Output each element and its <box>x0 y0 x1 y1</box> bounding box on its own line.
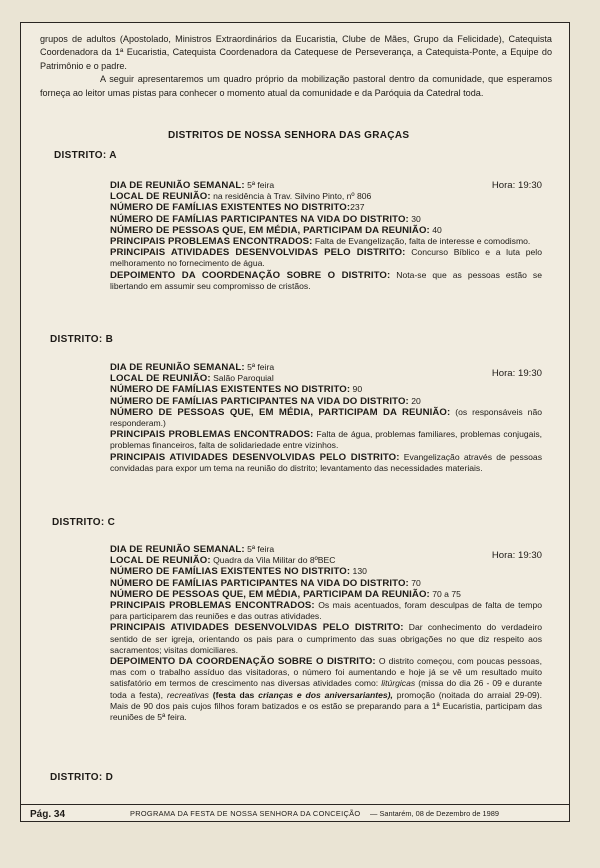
district-c-depoimento-3: (festa das <box>212 689 255 700</box>
district-b-pessoas: (os responsáveis não responderam.) <box>110 406 543 429</box>
existentes-label: NÚMERO DE FAMÍLIAS EXISTENTES NO DISTRITO: <box>110 202 351 214</box>
atividades-label: PRINCIPAIS ATIVIDADES DESENVOLVIDAS PELO DISTRITO: <box>110 247 406 259</box>
districts-title: DISTRITOS DE NOSSA SENHORA DAS GRAÇAS <box>168 130 410 141</box>
intro-text <box>40 33 552 100</box>
district-c-participantes: 70 <box>411 577 421 588</box>
dia-label: DIA DE REUNIÃO SEMANAL: <box>110 180 245 191</box>
participantes-label: NÚMERO DE FAMÍLIAS PARTICIPANTES NA VIDA DO DISTRITO: <box>110 577 409 589</box>
pessoas-label: NÚMERO DE PESSOAS QUE, EM MÉDIA, PARTICIPAM DA REUNIÃO: <box>110 406 451 418</box>
place-date: — Santarém, 08 de Dezembro de 1989 <box>370 809 500 818</box>
dia-label: DIA DE REUNIÃO SEMANAL: <box>110 362 245 373</box>
district-b-label: DISTRITO: B <box>50 334 114 345</box>
local-label: LOCAL DE REUNIÃO: <box>110 555 211 567</box>
district-b-existentes: 90 <box>352 384 363 395</box>
district-c-hora: Hora: 19:30 <box>491 550 542 561</box>
district-c-depoimento-1: O distrito começou, com poucas pessoas, mas com o trabalho assíduo das visitadoras, o número foi aumentando e hoje já se vê um resultado muito satisfatório em termos de crescimento nas diversas atividades como: <box>110 656 542 689</box>
atividades-label: PRINCIPAIS ATIVIDADES DESENVOLVIDAS PELO DISTRITO: <box>110 622 404 634</box>
district-a-block <box>110 180 542 292</box>
pessoas-label: NÚMERO DE PESSOAS QUE, EM MÉDIA, PARTICIPAM DA REUNIÃO: <box>110 588 430 600</box>
district-c-pessoas: 70 a 75 <box>432 588 461 599</box>
program-title: PROGRAMA DA FESTA DE NOSSA SENHORA DA CONCEIÇÃO <box>130 809 361 818</box>
district-a-participantes: 30 <box>411 213 421 224</box>
district-b-local: Salão Paroquial <box>213 373 274 384</box>
district-b-block <box>110 362 542 474</box>
existentes-label: NÚMERO DE FAMÍLIAS EXISTENTES NO DISTRITO: <box>110 566 351 578</box>
district-b-atividades: Evangelização através de pessoas convidadas para expor um tema na reunião do distrito; levantamento das necessidades materiais. <box>110 451 543 473</box>
district-c-depoimento-2: (missa do dia 26 - 09 e durante toda a festa), <box>110 678 543 700</box>
intro-paragraph-2: A seguir apresentaremos um quadro próprio da mobilização pastoral dentro da comunidade, que esperamos forneça ao leitor umas pistas para conhecer o momento atual da comunidade e da Paróquia da Catedral toda. <box>40 74 552 98</box>
existentes-label: NÚMERO DE FAMÍLIAS EXISTENTES NO DISTRITO: <box>110 384 351 396</box>
district-b-participantes: 20 <box>411 395 421 406</box>
district-c-depoimento-4: crianças e dos aniversariantes), <box>258 689 393 700</box>
district-a-local: na residência à Trav. Silvino Pinto, nº 806 <box>213 191 372 202</box>
pessoas-label: NÚMERO DE PESSOAS QUE, EM MÉDIA, PARTICIPAM DA REUNIÃO: <box>110 224 430 236</box>
district-c-depoimento-recreativas: recreativas <box>166 689 209 700</box>
problemas-label: PRINCIPAIS PROBLEMAS ENCONTRADOS: <box>110 236 313 248</box>
district-a-atividades: Concurso Bíblico e a luta pelo melhoramento no fornecimento de água. <box>110 247 542 269</box>
depoimento-label: DEPOIMENTO DA COORDENAÇÃO SOBRE O DISTRITO: <box>110 269 391 281</box>
district-d-label: DISTRITO: D <box>50 772 114 783</box>
district-a-problemas: Falta de Evangelização, falta de interesse e comodismo. <box>314 236 531 247</box>
district-a-pessoas: 40 <box>432 224 442 235</box>
district-a-dia: 5ª feira <box>247 180 275 190</box>
district-c-existentes: 130 <box>352 566 367 577</box>
participantes-label: NÚMERO DE FAMÍLIAS PARTICIPANTES NA VIDA DO DISTRITO: <box>110 395 409 407</box>
intro-paragraph-1: grupos de adultos (Apostolado, Ministros Extraordinários da Eucaristia, Clube de Mães, Grupo da Felicidade), Catequista Coordenadora da 1ª Eucaristia, Catequista Coordenadora da Catequese de Perseverança, a Catequista-Ponte, a Equipe do Patrimônio e o padre. <box>40 34 552 71</box>
district-a-label: DISTRITO: A <box>54 150 117 161</box>
page-footer <box>20 804 570 823</box>
district-c-atividades: Dar conhecimento do verdadeiro sentido de ser igreja, orientando os pais para o cumprimento das suas obrigações no que diz respeito aos sacramentos; visitas domiciliares. <box>110 622 543 655</box>
district-b-dia: 5ª feira <box>247 362 275 372</box>
local-label: LOCAL DE REUNIÃO: <box>110 191 211 203</box>
district-c-label: DISTRITO: C <box>52 517 116 528</box>
district-a-existentes: 237 <box>350 202 365 213</box>
district-a-hora: Hora: 19:30 <box>491 180 542 191</box>
district-c-dia: 5ª feira <box>247 544 275 554</box>
district-c-local: Quadra da Vila Militar do 8ºBEC <box>213 555 336 566</box>
atividades-label: PRINCIPAIS ATIVIDADES DESENVOLVIDAS PELO DISTRITO: <box>110 451 400 463</box>
district-c-depoimento-5: promoção (noitada do arraial 29-09). Mais de 90 dos pais cujos filhos foram batizados e os estão se preparando para a 1ª Eucaristia, participam das reuniões de 5ª feira. <box>110 689 543 723</box>
participantes-label: NÚMERO DE FAMÍLIAS PARTICIPANTES NA VIDA DO DISTRITO: <box>110 213 409 225</box>
dia-label: DIA DE REUNIÃO SEMANAL: <box>110 544 245 555</box>
page-number: Pág. 34 <box>30 809 66 820</box>
local-label: LOCAL DE REUNIÃO: <box>110 373 211 385</box>
district-c-depoimento-liturgicas: litúrgicas <box>381 678 416 689</box>
district-c-problemas: Os mais acentuados, foram desculpas de falta de tempo para participarem das reuniões e das outras atividades. <box>110 600 543 622</box>
depoimento-label: DEPOIMENTO DA COORDENAÇÃO SOBRE O DISTRITO: <box>110 656 376 668</box>
district-c-block <box>110 544 542 723</box>
district-a-depoimento: Nota-se que as pessoas estão se libertando em assumir seu compromisso de cristãos. <box>110 269 543 291</box>
district-b-hora: Hora: 19:30 <box>491 368 542 379</box>
problemas-label: PRINCIPAIS PROBLEMAS ENCONTRADOS: <box>110 600 315 612</box>
problemas-label: PRINCIPAIS PROBLEMAS ENCONTRADOS: <box>110 429 314 441</box>
district-b-problemas: Falta de água, problemas familiares, problemas conjugais, problemas financeiros, falta de solidariedade entre vizinhos. <box>110 429 543 451</box>
